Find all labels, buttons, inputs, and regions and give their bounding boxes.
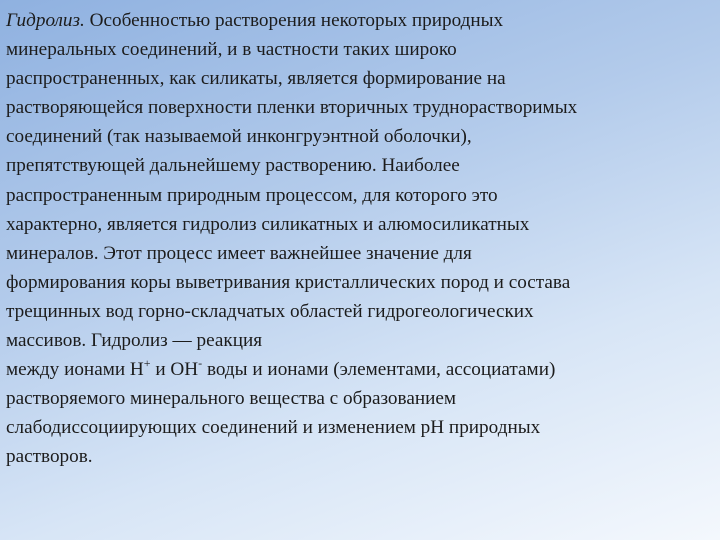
text-line-9: минералов. Этот процесс имеет важнейшее значение для [6,242,472,264]
text-line-10: формирования коры выветривания кристаллических пород и состава [6,271,571,293]
text-line-15: слабодиссоциирующих соединений и изменением pH природных [6,417,541,439]
text-line-4: растворяющейся поверхности пленки вторичных труднорастворимых [6,97,578,119]
text-line-11: трещинных вод горно-складчатых областей гидрогеологических [6,300,534,322]
ions-before: между ионами H [6,359,144,381]
text-line-5: соединений (так называемой инконгруэнтной оболочки), [6,126,472,148]
text-line-1-rest: Особенностью растворения некоторых природных [84,10,504,31]
text-line-6: препятствующей дальнейшему растворению. Наиболее [6,155,460,177]
text-line-1 [6,6,714,35]
text-line-12: массивов. Гидролиз — реакция [6,330,263,352]
text-line-16: растворов. [6,446,93,468]
text-line-14: растворяемого минерального вещества с образованием [6,388,457,410]
text-line-13 [6,355,714,384]
text-line-3: распространенных, как силикаты, является формирование на [6,68,506,90]
text-line-7: распространенным природным процессом, для которого это [6,184,498,206]
oh-ion-charge: - [198,355,203,370]
ions-mid: и OH [150,359,199,381]
term-heading: Гидролиз. [6,10,85,31]
h-ion-charge: + [143,355,151,370]
text-line-8: характерно, является гидролиз силикатных и алюмосиликатных [6,213,530,235]
ions-after: воды и ионами (элементами, ассоциатами) [202,359,556,381]
text-line-2: минеральных соединений, и в частности таких широко [6,39,457,61]
body-text [6,6,714,472]
